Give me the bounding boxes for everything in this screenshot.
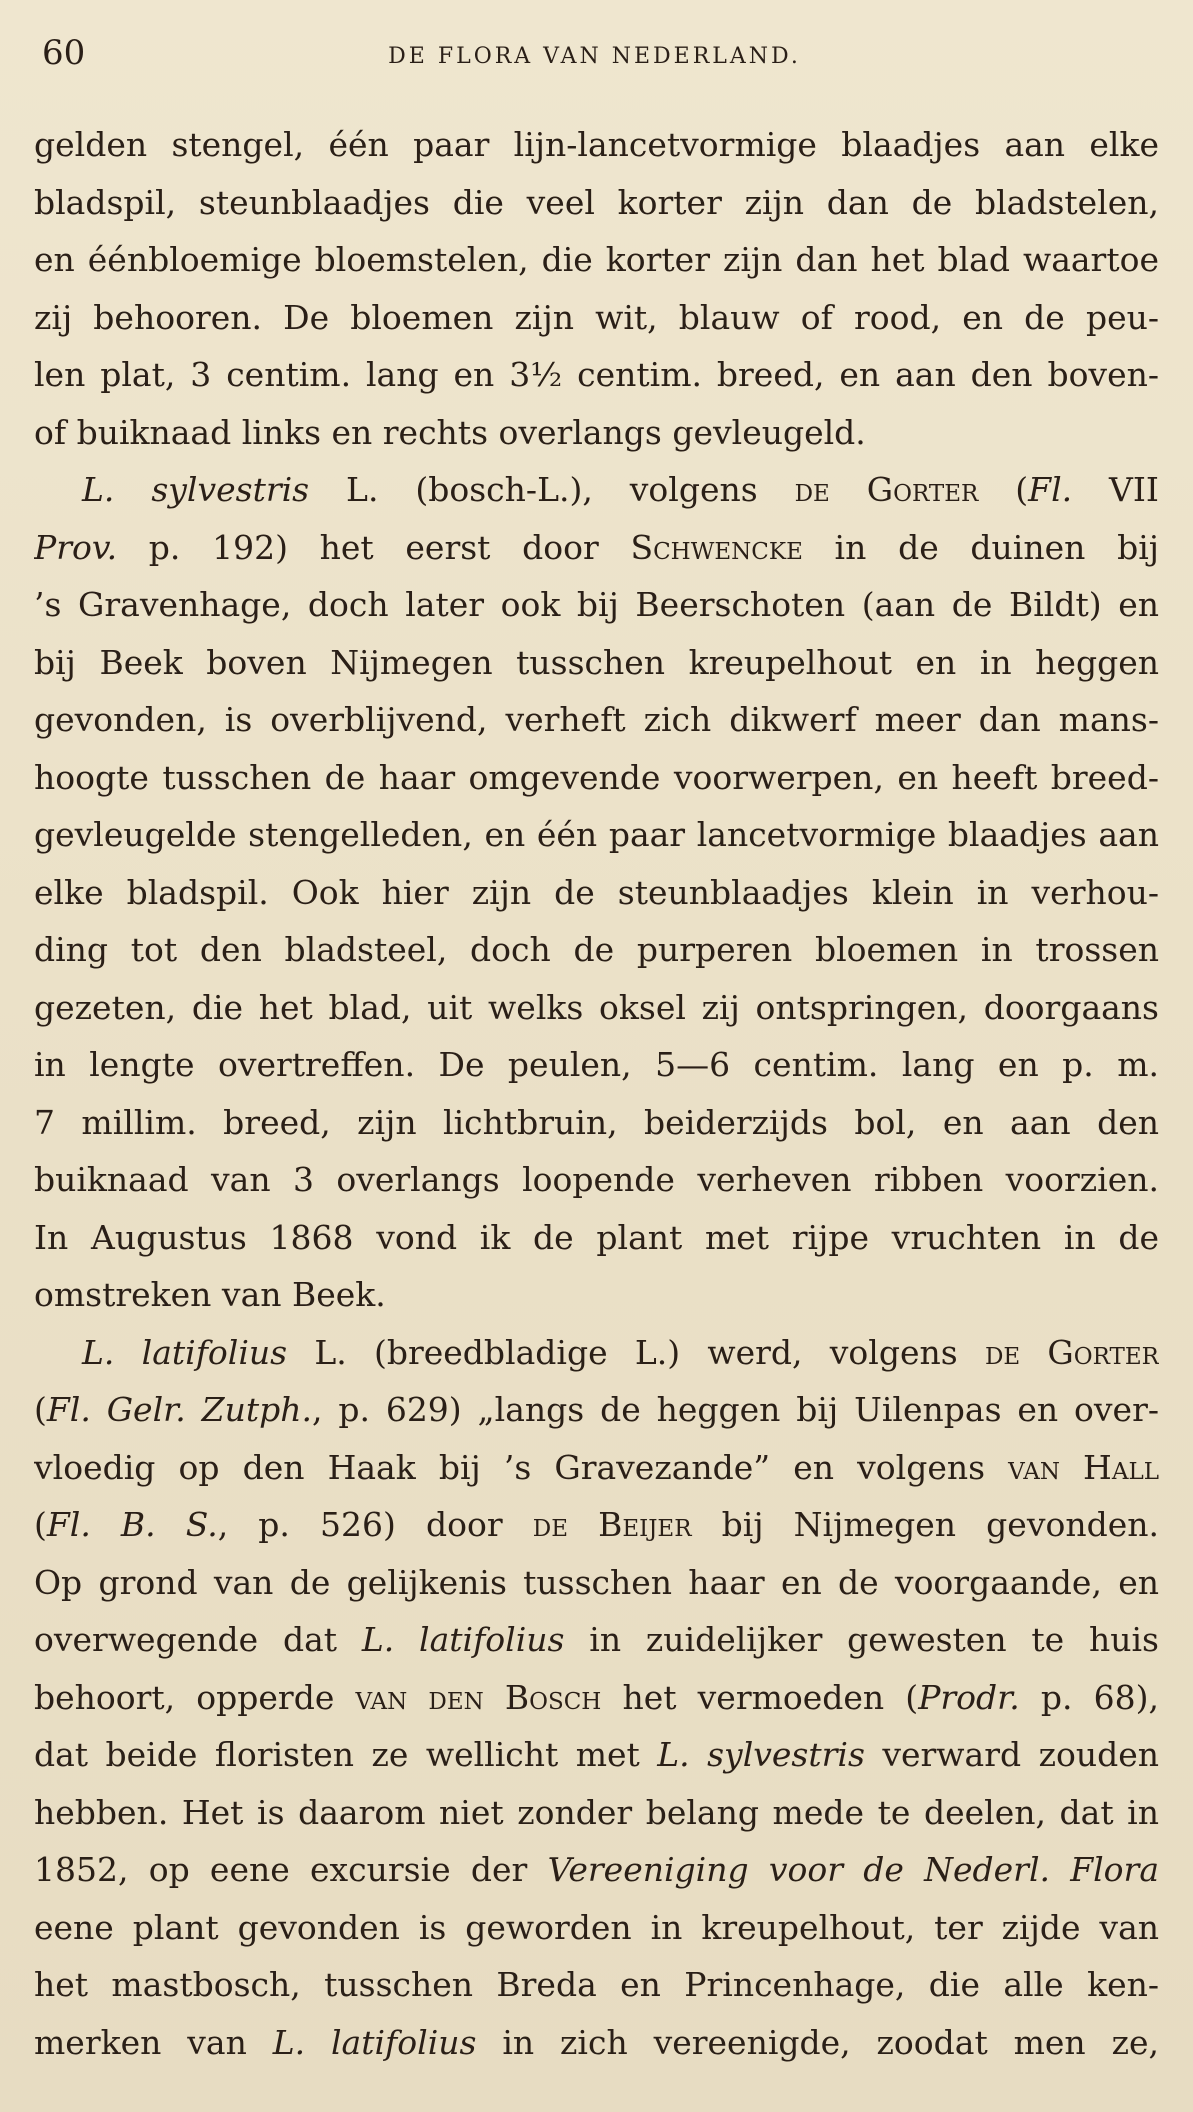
text-line: bij Beek boven Nijmegen tusschen kreupelhout en in heggen <box>34 642 1159 682</box>
text-span: L. (breedbladige L.) werd, volgens <box>287 1332 985 1372</box>
reference-title: Prov. <box>34 527 118 567</box>
text-span: dat beide floristen ze wellicht met <box>34 1735 658 1774</box>
text-span: L. (bosch-L.), volgens <box>309 470 795 509</box>
text-line: hebben. Het is daarom niet zonder belang mede te deelen, dat in <box>34 1792 1159 1832</box>
text-line <box>34 519 1159 577</box>
reference-title: Fl. <box>1028 470 1073 509</box>
text-line <box>34 1841 1159 1899</box>
text-line <box>34 461 1159 519</box>
text-line: ’s Gravenhage, doch later ook bij Beerschoten (aan de Bildt) en <box>34 585 1159 624</box>
text-line: 7 millim. breed, zijn lichtbruin, beiderzijds bol, en aan den <box>34 1102 1159 1142</box>
text-span: , p. 526) door <box>217 1505 533 1544</box>
text-line <box>34 1669 1159 1727</box>
text-span: bij Nijmegen gevonden. <box>691 1505 1159 1544</box>
text-line: in lengte overtreffen. De peulen, 5—6 centim. lang en p. m. <box>34 1045 1159 1084</box>
text-span: p. 68), <box>1019 1677 1159 1717</box>
fraction: ½ <box>530 355 563 394</box>
text-span: ( <box>34 1390 47 1429</box>
text-line: elke bladspil. Ook hier zijn de steunblaadjes klein in verhou- <box>34 872 1159 912</box>
author-name: Schwencke <box>630 527 803 567</box>
paragraph-2 <box>34 461 1159 1324</box>
text-span: vloedig op den Haak bij ’s Gravezande” en volgens <box>34 1447 1009 1487</box>
text-span: ( <box>34 1505 47 1544</box>
text-line: omstreken van Beek. <box>34 1275 386 1314</box>
text-span: VII <box>1072 470 1159 509</box>
text-line: gevonden, is overblijvend, verheft zich dikwerf meer dan mans- <box>34 700 1159 739</box>
text-span: verward zouden <box>864 1735 1159 1774</box>
text-span: behoort, opperde <box>34 1677 356 1717</box>
author-name: van den Bosch <box>355 1677 602 1717</box>
author-name: van Hall <box>1008 1447 1159 1487</box>
species-name: L. latifolius <box>361 1620 565 1659</box>
author-name: de Gorter <box>794 470 979 509</box>
paragraph-3 <box>34 1324 1159 2072</box>
running-header <box>34 28 1155 88</box>
reference-title: Fl. B. S. <box>46 1505 218 1544</box>
text-line: eene plant gevonden is geworden in kreupelhout, ter zijde van <box>34 1907 1159 1947</box>
text-line <box>34 2014 1159 2072</box>
text-line: het mastbosch, tusschen Breda en Princenhage, die alle ken- <box>34 1965 1159 2004</box>
running-title: DE FLORA VAN NEDERLAND. <box>388 44 801 69</box>
text-line: gevleugelde stengelleden, en één paar lancetvormige blaadjes aan <box>34 815 1159 854</box>
text-line: gelden stengel, één paar lijn-lancetvormige blaadjes aan elke <box>34 125 1159 164</box>
text-span: 1852, op eene excursie der <box>34 1850 548 1889</box>
text-span: centim. breed, en aan den boven- <box>562 355 1159 394</box>
author-name: de Gorter <box>984 1332 1159 1372</box>
society-name: Vereeniging voor de Nederl. Flora <box>547 1850 1159 1889</box>
text-line: Op grond van de gelijkenis tusschen haar en de voorgaande, en <box>34 1562 1159 1602</box>
text-line: buiknaad van 3 overlangs loopende verheven ribben voorzien. <box>34 1160 1159 1199</box>
text-span: merken van <box>34 2022 273 2062</box>
paragraph-1 <box>34 116 1159 461</box>
text-span: in de duinen bij <box>802 527 1159 567</box>
text-line <box>34 1611 1159 1669</box>
text-line: hoogte tusschen de haar omgevende voorwerpen, en heeft breed- <box>34 757 1159 797</box>
text-line <box>34 1381 1159 1439</box>
text-line: ding tot den bladsteel, doch de purperen bloemen in trossen <box>34 930 1159 969</box>
text-span: in zich vereenigde, zoodat men ze, <box>476 2022 1159 2062</box>
text-line <box>34 346 1159 404</box>
text-line: gezeten, die het blad, uit welks oksel zij ontspringen, doorgaans <box>34 987 1159 1027</box>
page-number: 60 <box>42 33 86 73</box>
text-span: , p. 629) „langs de heggen bij Uilenpas en over- <box>311 1390 1159 1429</box>
text-line: of buiknaad links en rechts overlangs gevleugeld. <box>34 412 866 452</box>
text-span: in zuidelijker gewesten te huis <box>564 1620 1159 1659</box>
species-name: L. latifolius <box>272 2022 477 2062</box>
text-line <box>34 1726 1159 1784</box>
body-text <box>34 116 1159 2071</box>
text-span: het vermoeden ( <box>601 1677 919 1717</box>
text-line <box>34 1324 1159 1382</box>
text-span: overwegende dat <box>34 1620 362 1659</box>
text-span: p. 192) het eerst door <box>117 527 631 567</box>
text-line: In Augustus 1868 vond ik de plant met rijpe vruchten in de <box>34 1217 1159 1257</box>
species-name: L. sylvestris <box>82 470 310 509</box>
reference-title: Fl. Gelr. Zutph. <box>46 1390 312 1429</box>
species-name: L. sylvestris <box>657 1735 865 1774</box>
text-span: ( <box>978 470 1029 509</box>
text-line: bladspil, steunblaadjes die veel korter zijn dan de bladstelen, <box>34 182 1159 222</box>
text-span: len plat, 3 centim. lang en 3 <box>34 355 531 394</box>
author-name: de Beijer <box>532 1505 692 1544</box>
text-line: en éénbloemige bloemstelen, die korter zijn dan het blad waartoe <box>34 240 1159 279</box>
species-name: L. latifolius <box>82 1332 288 1372</box>
text-line <box>34 1496 1159 1554</box>
reference-title: Prodr. <box>918 1677 1020 1717</box>
text-line <box>34 1439 1159 1497</box>
text-line: zij behooren. De bloemen zijn wit, blauw of rood, en de peu- <box>34 297 1159 337</box>
